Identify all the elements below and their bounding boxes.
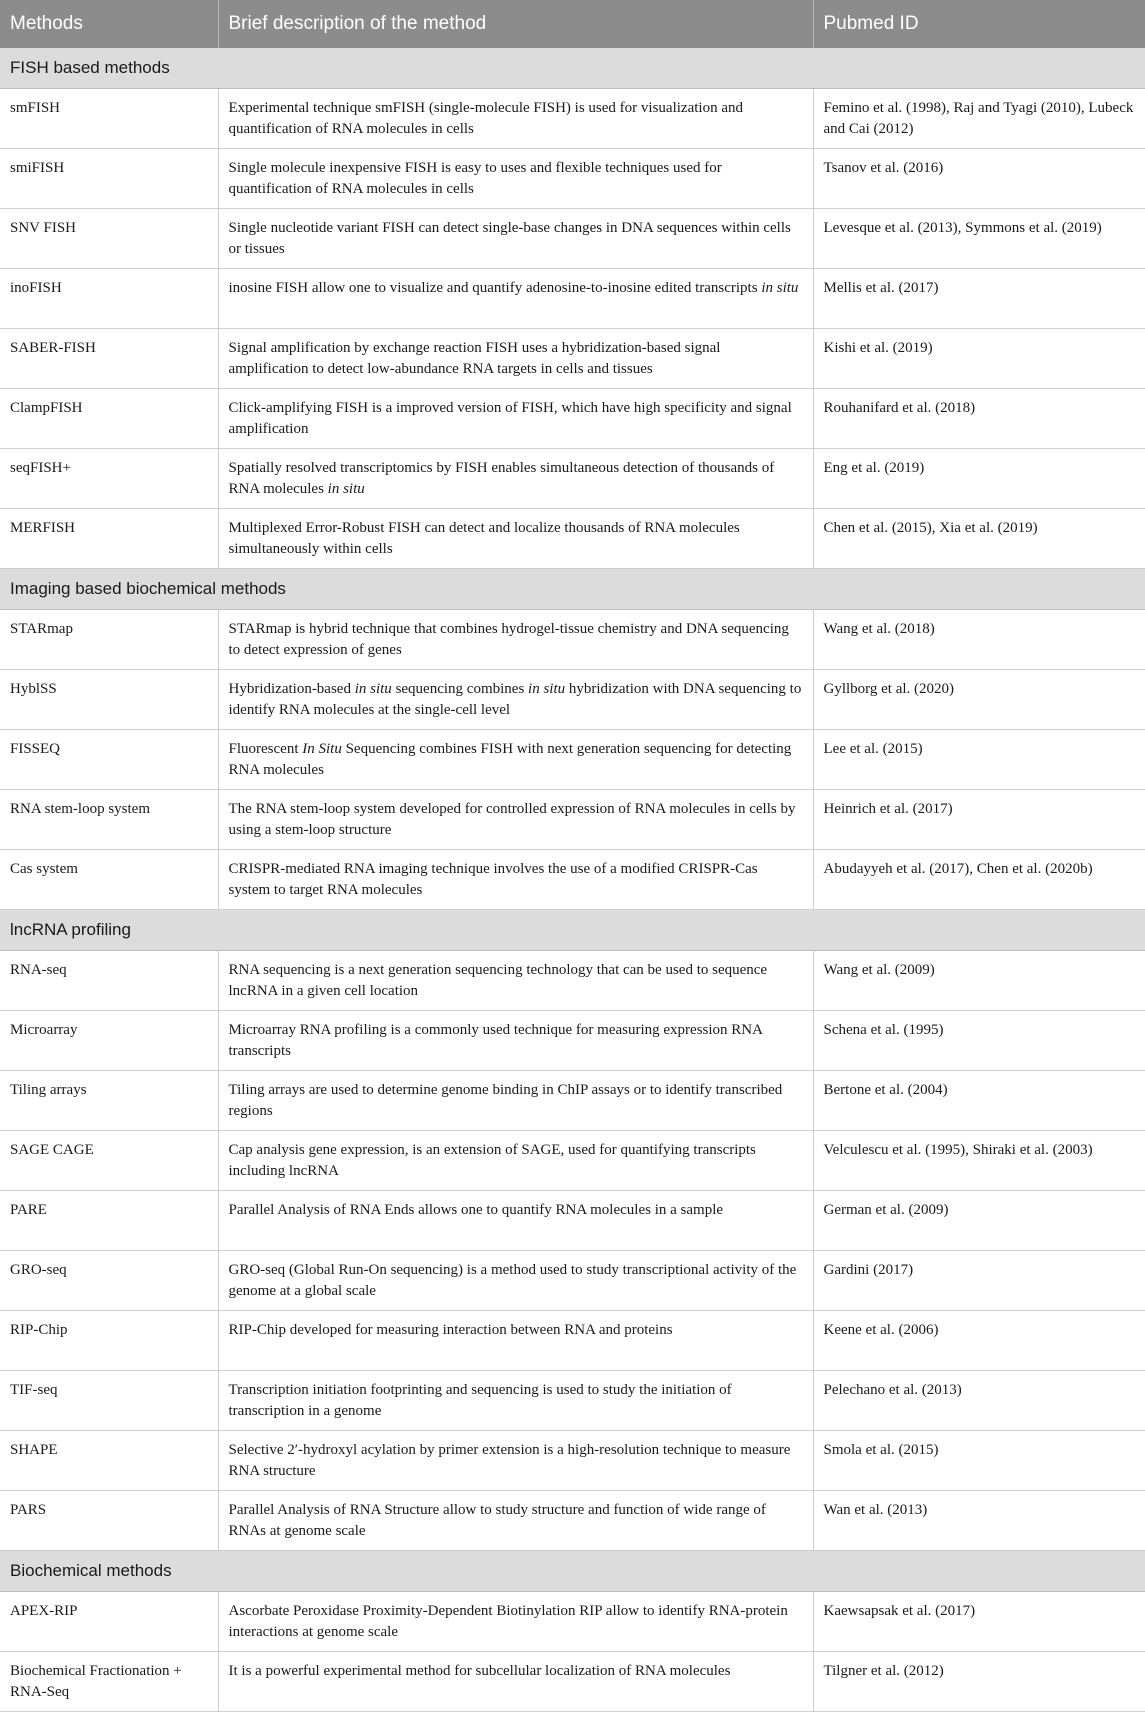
- description-cell: [218, 1371, 813, 1431]
- table-row: [0, 1191, 1145, 1251]
- description-cell: [218, 790, 813, 850]
- description-text: Sequencing combines FISH with next generation sequencing for detecting RNA molecules: [228, 741, 792, 778]
- pubmed-reference-cell: Velculescu et al. (1995), Shiraki et al. (2003): [813, 1131, 1145, 1191]
- method-name-cell: Cas system: [0, 850, 218, 910]
- header-row: [0, 0, 1145, 48]
- description-text: Cap analysis gene expression, is an extension of SAGE, used for quantifying transcripts including lncRNA: [228, 1142, 756, 1179]
- description-italic-text: in situ: [528, 681, 566, 697]
- pubmed-reference-cell: Levesque et al. (2013), Symmons et al. (2019): [813, 209, 1145, 269]
- description-cell: [218, 89, 813, 149]
- table-row: [0, 89, 1145, 149]
- pubmed-reference-cell: Lee et al. (2015): [813, 730, 1145, 790]
- description-text: Selective 2′-hydroxyl acylation by primer extension is a high-resolution technique to measure RNA structure: [228, 1442, 791, 1479]
- table-row: [0, 1371, 1145, 1431]
- description-text: It is a powerful experimental method for subcellular localization of RNA molecules: [228, 1663, 731, 1679]
- description-text: Spatially resolved transcriptomics by FISH enables simultaneous detection of thousands of RNA molecules: [228, 460, 775, 497]
- description-italic-text: in situ: [354, 681, 392, 697]
- description-text: Parallel Analysis of RNA Ends allows one to quantify RNA molecules in a sample: [228, 1202, 724, 1218]
- section-header-row: [0, 569, 1145, 610]
- method-name-cell: seqFISH+: [0, 449, 218, 509]
- description-cell: [218, 670, 813, 730]
- description-cell: [218, 1071, 813, 1131]
- description-text: Fluorescent: [228, 741, 303, 757]
- pubmed-reference-cell: Smola et al. (2015): [813, 1431, 1145, 1491]
- table-body: [0, 48, 1145, 1712]
- method-name-cell: smiFISH: [0, 149, 218, 209]
- pubmed-reference-cell: Pelechano et al. (2013): [813, 1371, 1145, 1431]
- description-cell: [218, 209, 813, 269]
- method-name-cell: inoFISH: [0, 269, 218, 329]
- section-header-row: [0, 910, 1145, 951]
- table-row: [0, 1311, 1145, 1371]
- description-cell: [218, 269, 813, 329]
- description-cell: [218, 1431, 813, 1491]
- description-cell: [218, 1592, 813, 1652]
- table-row: [0, 269, 1145, 329]
- description-text: GRO-seq (Global Run-On sequencing) is a method used to study transcriptional activity of the genome at a global scale: [228, 1262, 797, 1299]
- method-name-cell: SNV FISH: [0, 209, 218, 269]
- method-name-cell: PARS: [0, 1491, 218, 1551]
- table-row: [0, 610, 1145, 670]
- column-header-pubmed-id: Pubmed ID: [813, 0, 1145, 48]
- table-row: [0, 1131, 1145, 1191]
- table-row: [0, 730, 1145, 790]
- description-text: inosine FISH allow one to visualize and quantify adenosine-to-inosine edited transcripts: [228, 280, 762, 296]
- section-header-row: [0, 48, 1145, 89]
- table-row: [0, 149, 1145, 209]
- description-text: Transcription initiation footprinting and sequencing is used to study the initiation of transcription in a genome: [228, 1382, 732, 1419]
- pubmed-reference-cell: Eng et al. (2019): [813, 449, 1145, 509]
- description-text: RNA sequencing is a next generation sequencing technology that can be used to sequence lncRNA in a given cell location: [228, 962, 768, 999]
- pubmed-reference-cell: Wang et al. (2009): [813, 951, 1145, 1011]
- description-text: STARmap is hybrid technique that combines hydrogel-tissue chemistry and DNA sequencing to detect expression of genes: [228, 621, 789, 658]
- method-name-cell: PARE: [0, 1191, 218, 1251]
- table-row: [0, 850, 1145, 910]
- description-cell: [218, 509, 813, 569]
- description-text: Signal amplification by exchange reaction FISH uses a hybridization-based signal amplification to detect low-abundance RNA targets in cells and tissues: [228, 340, 721, 377]
- table-row: [0, 1431, 1145, 1491]
- description-italic-text: In Situ: [302, 741, 342, 757]
- table-row: [0, 509, 1145, 569]
- table-row: [0, 1251, 1145, 1311]
- pubmed-reference-cell: Wang et al. (2018): [813, 610, 1145, 670]
- pubmed-reference-cell: Chen et al. (2015), Xia et al. (2019): [813, 509, 1145, 569]
- pubmed-reference-cell: German et al. (2009): [813, 1191, 1145, 1251]
- description-cell: [218, 951, 813, 1011]
- pubmed-reference-cell: Schena et al. (1995): [813, 1011, 1145, 1071]
- description-text: Experimental technique smFISH (single-molecule FISH) is used for visualization and quantification of RNA molecules in cells: [228, 100, 743, 137]
- column-header-methods: Methods: [0, 0, 218, 48]
- method-name-cell: SHAPE: [0, 1431, 218, 1491]
- pubmed-reference-cell: Femino et al. (1998), Raj and Tyagi (2010), Lubeck and Cai (2012): [813, 89, 1145, 149]
- pubmed-reference-cell: Rouhanifard et al. (2018): [813, 389, 1145, 449]
- table-row: [0, 389, 1145, 449]
- table-row: [0, 449, 1145, 509]
- description-cell: [218, 850, 813, 910]
- description-cell: [218, 389, 813, 449]
- table-row: [0, 329, 1145, 389]
- table-row: [0, 1071, 1145, 1131]
- description-cell: [218, 449, 813, 509]
- description-cell: [218, 329, 813, 389]
- pubmed-reference-cell: Gardini (2017): [813, 1251, 1145, 1311]
- method-name-cell: MERFISH: [0, 509, 218, 569]
- pubmed-reference-cell: Wan et al. (2013): [813, 1491, 1145, 1551]
- section-title: FISH based methods: [0, 48, 1145, 89]
- description-cell: [218, 1491, 813, 1551]
- table-row: [0, 209, 1145, 269]
- description-cell: [218, 1652, 813, 1712]
- section-title: Imaging based biochemical methods: [0, 569, 1145, 610]
- table-row: [0, 790, 1145, 850]
- description-text: Tiling arrays are used to determine genome binding in ChIP assays or to identify transcribed regions: [228, 1082, 783, 1119]
- description-cell: [218, 1011, 813, 1071]
- pubmed-reference-cell: Heinrich et al. (2017): [813, 790, 1145, 850]
- description-text: Hybridization-based: [228, 681, 355, 697]
- method-name-cell: HyblSS: [0, 670, 218, 730]
- pubmed-reference-cell: Kishi et al. (2019): [813, 329, 1145, 389]
- pubmed-reference-cell: Abudayyeh et al. (2017), Chen et al. (2020b): [813, 850, 1145, 910]
- section-title: Biochemical methods: [0, 1551, 1145, 1592]
- description-text: hybridization with DNA sequencing to identify RNA molecules at the single-cell level: [228, 681, 802, 718]
- description-text: CRISPR-mediated RNA imaging technique involves the use of a modified CRISPR-Cas system to target RNA molecules: [228, 861, 758, 898]
- description-text: RIP-Chip developed for measuring interaction between RNA and proteins: [228, 1322, 673, 1338]
- description-cell: [218, 149, 813, 209]
- method-name-cell: SABER-FISH: [0, 329, 218, 389]
- description-cell: [218, 610, 813, 670]
- description-text: Ascorbate Peroxidase Proximity-Dependent Biotinylation RIP allow to identify RNA-protein interactions at genome scale: [228, 1603, 788, 1640]
- description-text: The RNA stem-loop system developed for controlled expression of RNA molecules in cells by using a stem-loop structure: [228, 801, 796, 838]
- description-text: Microarray RNA profiling is a commonly used technique for measuring expression RNA transcripts: [228, 1022, 763, 1059]
- table-row: [0, 670, 1145, 730]
- description-text: Single nucleotide variant FISH can detect single-base changes in DNA sequences within cells or tissues: [228, 220, 791, 257]
- method-name-cell: ClampFISH: [0, 389, 218, 449]
- method-name-cell: smFISH: [0, 89, 218, 149]
- method-name-cell: SAGE CAGE: [0, 1131, 218, 1191]
- method-name-cell: RNA-seq: [0, 951, 218, 1011]
- description-italic-text: in situ: [327, 481, 365, 497]
- pubmed-reference-cell: Mellis et al. (2017): [813, 269, 1145, 329]
- table-row: [0, 1592, 1145, 1652]
- description-cell: [218, 730, 813, 790]
- method-name-cell: RIP-Chip: [0, 1311, 218, 1371]
- section-title: lncRNA profiling: [0, 910, 1145, 951]
- table-row: [0, 951, 1145, 1011]
- method-name-cell: Biochemical Fractionation + RNA-Seq: [0, 1652, 218, 1712]
- method-name-cell: APEX-RIP: [0, 1592, 218, 1652]
- method-name-cell: GRO-seq: [0, 1251, 218, 1311]
- method-name-cell: Microarray: [0, 1011, 218, 1071]
- table-row: [0, 1011, 1145, 1071]
- description-cell: [218, 1311, 813, 1371]
- pubmed-reference-cell: Tilgner et al. (2012): [813, 1652, 1145, 1712]
- pubmed-reference-cell: Kaewsapsak et al. (2017): [813, 1592, 1145, 1652]
- column-header-description: Brief description of the method: [218, 0, 813, 48]
- method-name-cell: Tiling arrays: [0, 1071, 218, 1131]
- description-cell: [218, 1191, 813, 1251]
- description-text: sequencing combines: [391, 681, 529, 697]
- table-row: [0, 1652, 1145, 1712]
- pubmed-reference-cell: Keene et al. (2006): [813, 1311, 1145, 1371]
- method-name-cell: STARmap: [0, 610, 218, 670]
- description-cell: [218, 1251, 813, 1311]
- pubmed-reference-cell: Bertone et al. (2004): [813, 1071, 1145, 1131]
- method-name-cell: RNA stem-loop system: [0, 790, 218, 850]
- section-header-row: [0, 1551, 1145, 1592]
- method-name-cell: FISSEQ: [0, 730, 218, 790]
- description-italic-text: in situ: [761, 280, 799, 296]
- description-text: Parallel Analysis of RNA Structure allow to study structure and function of wide range of RNAs at genome scale: [228, 1502, 766, 1539]
- table-row: [0, 1491, 1145, 1551]
- description-text: Multiplexed Error-Robust FISH can detect and localize thousands of RNA molecules simultaneously within cells: [228, 520, 740, 557]
- description-text: Click-amplifying FISH is a improved version of FISH, which have high specificity and signal amplification: [228, 400, 792, 437]
- pubmed-reference-cell: Gyllborg et al. (2020): [813, 670, 1145, 730]
- method-name-cell: TIF-seq: [0, 1371, 218, 1431]
- description-cell: [218, 1131, 813, 1191]
- description-text: Single molecule inexpensive FISH is easy to uses and flexible techniques used for quantification of RNA molecules in cells: [228, 160, 722, 197]
- pubmed-reference-cell: Tsanov et al. (2016): [813, 149, 1145, 209]
